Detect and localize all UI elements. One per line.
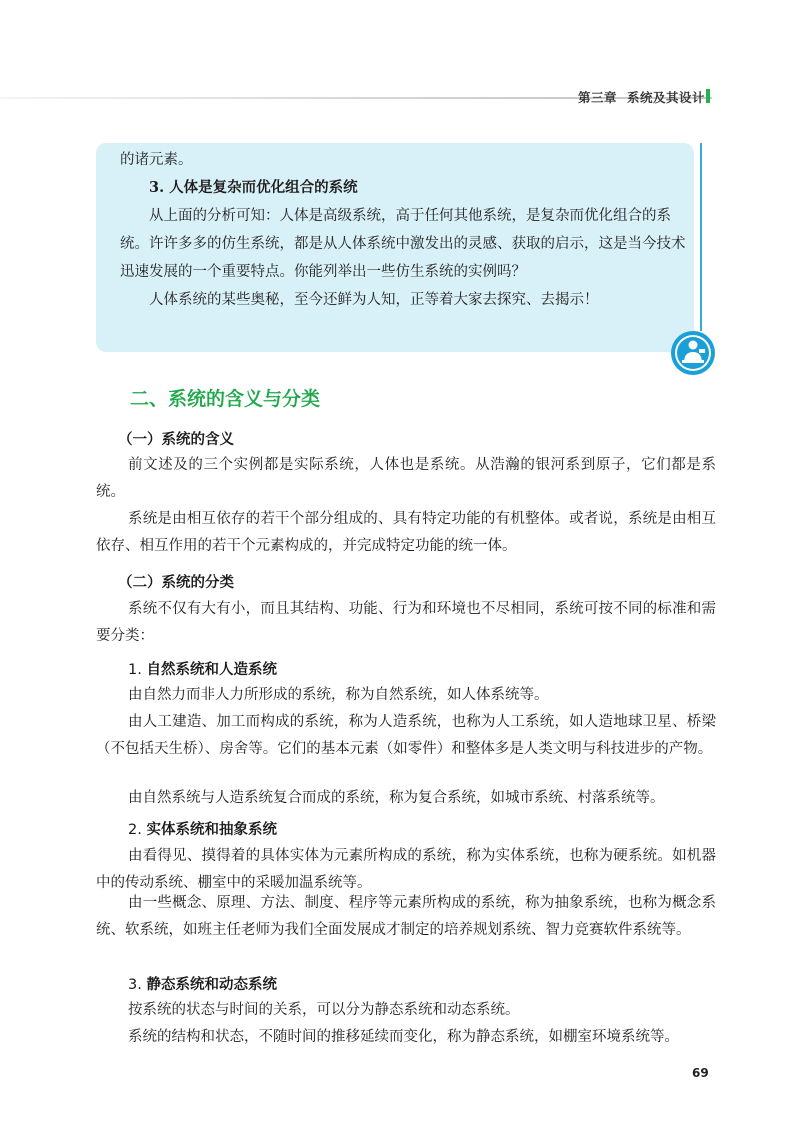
- reading-box-side-line: [700, 143, 702, 331]
- category-title: 自然系统和人造系统: [146, 662, 277, 678]
- paragraph-artificial-system: 由人工建造、加工而构成的系统，称为人造系统，也称为人工系统，如人造地球卫星、桥梁（不包括天生桥）、房舍等。它们的基本元素（如零件）和整体多是人类文明与科技进步的产物。: [96, 714, 716, 757]
- paragraph-composite-system: 由自然系统与人造系统复合而成的系统，称为复合系统，如城市系统、村落系统等。: [128, 790, 665, 806]
- page-number: 69: [692, 1066, 709, 1080]
- paragraph-abstract-system: 由一些概念、原理、方法、制度、程序等元素所构成的系统，称为抽象系统，也称为概念系统、软系统，如班主任老师为我们全面发展成才制定的培养规划系统、智力竞赛软件系统等。: [96, 895, 716, 938]
- category-heading-physical-abstract: [128, 818, 277, 839]
- category-heading-static-dynamic: [128, 973, 277, 994]
- paragraph-natural-system: 由自然力而非人力所形成的系统，称为自然系统，如人体系统等。: [128, 687, 549, 703]
- reading-box-text: [120, 146, 686, 314]
- paragraph-classification-intro: 系统不仅有大有小，而且其结构、功能、行为和环境也不尽相同，系统可按不同的标准和需要分类：: [96, 601, 716, 644]
- paragraph-physical-system: 由看得见、摸得着的具体实体为元素所构成的系统，称为实体系统，也称为硬系统。如机器中的传动系统、棚室中的采暖加温系统等。: [96, 848, 716, 891]
- section-title: 二、系统的含义与分类: [130, 388, 321, 410]
- person-reading-icon: [670, 330, 716, 376]
- header-rule: [0, 97, 572, 99]
- category-number: 1.: [128, 662, 147, 678]
- subsection-heading-meaning: （一）系统的含义: [118, 432, 234, 448]
- chapter-number: 第三章: [578, 90, 618, 105]
- reading-subheading: 3. 人体是复杂而优化组合的系统: [149, 179, 358, 196]
- reading-closing: 人体系统的某些奥秘，至今还鲜为人知，正等着大家去探究、去揭示！: [149, 292, 599, 308]
- reading-paragraph: 从上面的分析可知：人体是高级系统，高于任何其他系统，是复杂而优化组合的系统。许许多多的仿生系统，都是从人体系统中激发出的灵感、获取的启示，这是当今技术迅速发展的一个重要特点。你能列举出一些仿生系统的实例吗？: [120, 208, 686, 280]
- reading-line-continued: 的诸元素。: [120, 152, 193, 168]
- paragraph-definition: 系统是由相互依存的若干个部分组成的、具有特定功能的有机整体。或者说，系统是由相互依存、相互作用的若干个元素构成的，并完成特定功能的统一体。: [96, 511, 716, 554]
- paragraph-static-system: 系统的结构和状态，不随时间的推移延续而变化，称为静态系统，如棚室环境系统等。: [128, 1029, 679, 1045]
- category-heading-natural-artificial: [128, 658, 277, 679]
- category-title: 实体系统和抽象系统: [146, 822, 277, 838]
- running-header: [578, 88, 705, 106]
- category-number: 3.: [128, 977, 147, 993]
- chapter-title: 系统及其设计: [627, 90, 706, 105]
- category-number: 2.: [128, 822, 147, 838]
- header-accent-bar: [706, 89, 710, 103]
- paragraph-static-dynamic-intro: 按系统的状态与时间的关系，可以分为静态系统和动态系统。: [128, 1002, 520, 1018]
- category-title: 静态系统和动态系统: [146, 977, 277, 993]
- subsection-heading-classification: （二）系统的分类: [118, 575, 234, 591]
- paragraph-examples: 前文述及的三个实例都是实际系统，人体也是系统。从浩瀚的银河系到原子，它们都是系统。: [96, 457, 716, 500]
